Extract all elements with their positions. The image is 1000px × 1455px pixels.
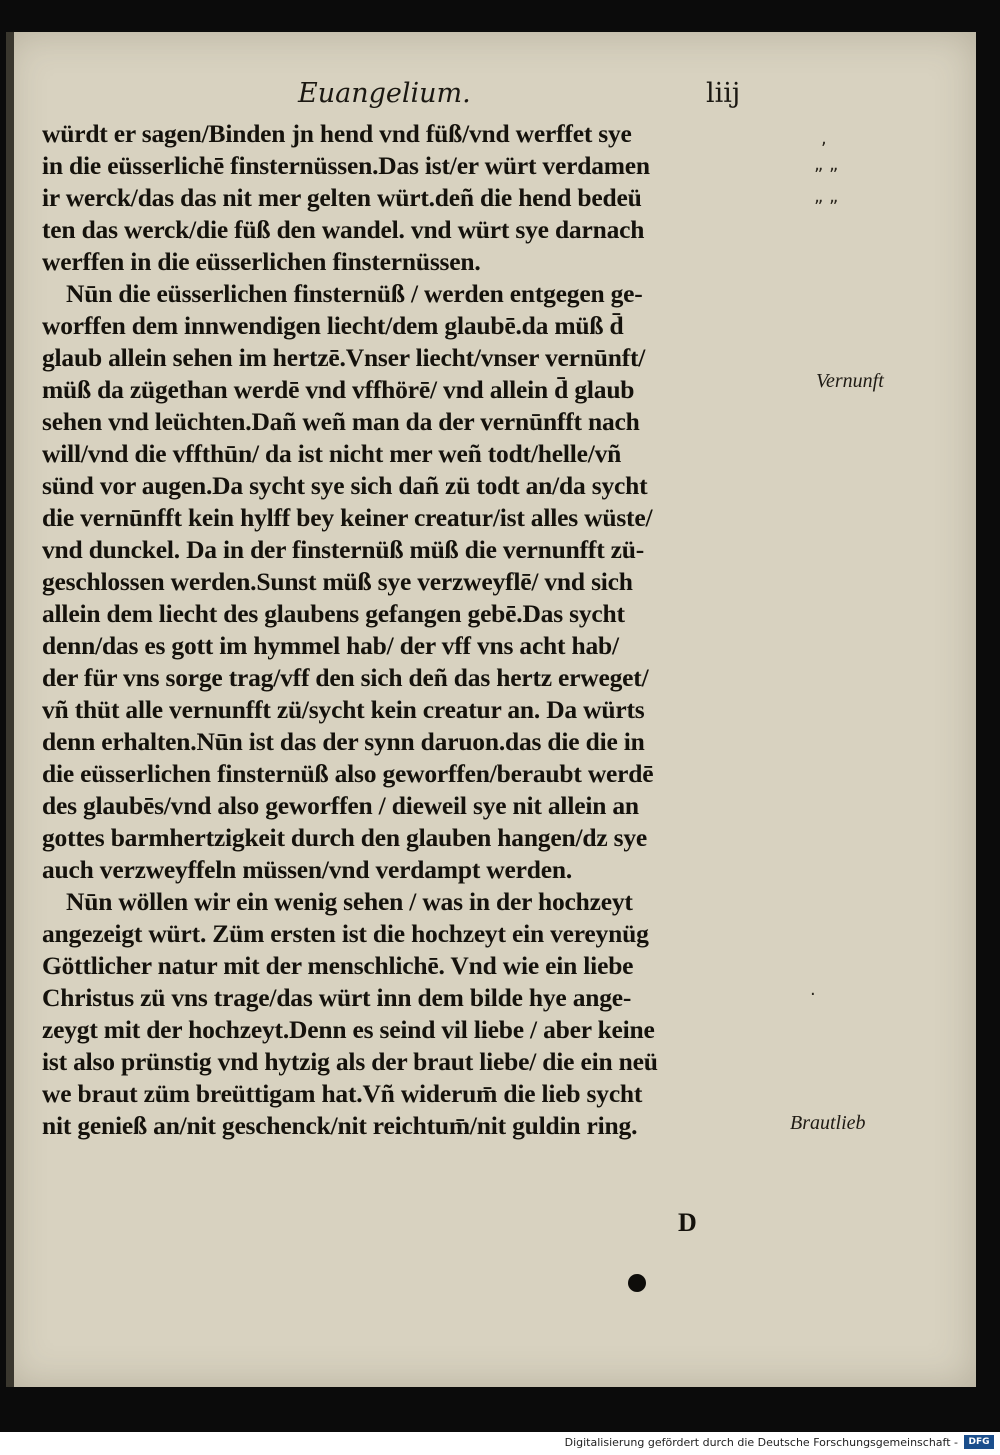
- body-text: [42, 118, 802, 1142]
- text-line: in die eüsserlichē finsternüssen.Das ist/er würt verdamen: [42, 151, 650, 180]
- text-line: worffen dem innwendigen liecht/dem glaubē.da müß d̄: [42, 311, 624, 340]
- dfg-logo: DFG: [964, 1435, 994, 1449]
- book-page: [6, 32, 976, 1387]
- paper-hole: [628, 1274, 646, 1292]
- margin-mark: ·: [810, 984, 816, 1005]
- text-line: vñ thüt alle vernunfft zü/sycht kein creatur an. Da würts: [42, 695, 645, 724]
- text-line: sünd vor augen.Da sycht sye sich dañ zü todt an/da sycht: [42, 471, 648, 500]
- text-line: zeygt mit der hochzeyt.Denn es seind vil liebe / aber keine: [42, 1015, 655, 1044]
- text-line: des glaubēs/vnd also geworffen / dieweil sye nit allein an: [42, 791, 639, 820]
- text-line: denn/das es gott im hymmel hab/ der vff vns acht hab/: [42, 631, 619, 660]
- text-line: Christus zü vns trage/das würt inn dem bilde hye ange-: [42, 983, 632, 1012]
- paragraph-start-line: Nūn die eüsserlichen finsternüß / werden entgegen ge-: [66, 279, 643, 308]
- margin-mark: ,: [821, 128, 827, 149]
- text-line: müß da zügethan werdē vnd vffhörē/ vnd allein d̄ glaub: [42, 375, 635, 404]
- text-line: die eüsserlichen finsternüß also geworffen/beraubt werdē: [42, 759, 654, 788]
- text-line: ten das werck/die füß den wandel. vnd würt sye darnach: [42, 215, 645, 244]
- text-line: ist also prünstig vnd hytzig als der braut liebe/ die ein neü: [42, 1047, 658, 1076]
- paragraph-start-line: Nūn wöllen wir ein wenig sehen / was in der hochzeyt: [66, 887, 633, 916]
- catchword: D: [678, 1208, 697, 1237]
- text-line: Göttlicher natur mit der menschlichē. Vnd wie ein liebe: [42, 951, 634, 980]
- marginal-note-brautlieb: Brautlieb: [790, 1112, 866, 1134]
- text-line: vnd dunckel. Da in der finsternüß müß die vernunfft zü-: [42, 535, 645, 564]
- text-line: sehen vnd leüchten.Dañ weñ man da der vernūnfft nach: [42, 407, 640, 436]
- text-line: geschlossen werden.Sunst müß sye verzweyflē/ vnd sich: [42, 567, 633, 596]
- footer-bar: [0, 1432, 1000, 1455]
- text-line: will/vnd die vffthūn/ da ist nicht mer weñ todt/helle/vñ: [42, 439, 622, 468]
- running-title: Euangelium.: [298, 78, 471, 109]
- margin-mark: „ „: [814, 186, 839, 207]
- text-line: allein dem liecht des glaubens gefangen gebē.Das sycht: [42, 599, 625, 628]
- text-line: angezeigt würt. Züm ersten ist die hochzeyt ein vereynüg: [42, 919, 649, 948]
- text-line: nit genieß an/nit geschenck/nit reichtum̄/nit guldin ring.: [42, 1111, 638, 1140]
- margin-mark: „ „: [814, 154, 839, 175]
- funding-credit: Digitalisierung gefördert durch die Deutsche Forschungsgemeinschaft -: [564, 1436, 958, 1449]
- text-line: werffen in die eüsserlichen finsternüssen.: [42, 247, 481, 276]
- folio-number: liij: [706, 78, 741, 109]
- text-line: ir werck/das das nit mer gelten würt.deñ die hend bedeü: [42, 183, 642, 212]
- text-line: gottes barmhertzigkeit durch den glauben hangen/dz sye: [42, 823, 647, 852]
- text-line: auch verzweyffeln müssen/vnd verdampt werden.: [42, 855, 572, 884]
- text-line: we braut züm breüttigam hat.Vñ widerum̄ die lieb sycht: [42, 1079, 643, 1108]
- text-line: denn erhalten.Nūn ist das der synn daruon.das die die in: [42, 727, 645, 756]
- text-line: der für vns sorge trag/vff den sich deñ das hertz erweget/: [42, 663, 649, 692]
- text-line: die vernūnfft kein hylff bey keiner creatur/ist alles wüste/: [42, 503, 653, 532]
- text-line: würdt er sagen/Binden jn hend vnd füß/vnd werffet sye: [42, 119, 632, 148]
- text-line: glaub allein sehen im hertzē.Vnser liecht/vnser vernūnft/: [42, 343, 646, 372]
- marginal-note-vernunft: Vernunft: [816, 370, 884, 392]
